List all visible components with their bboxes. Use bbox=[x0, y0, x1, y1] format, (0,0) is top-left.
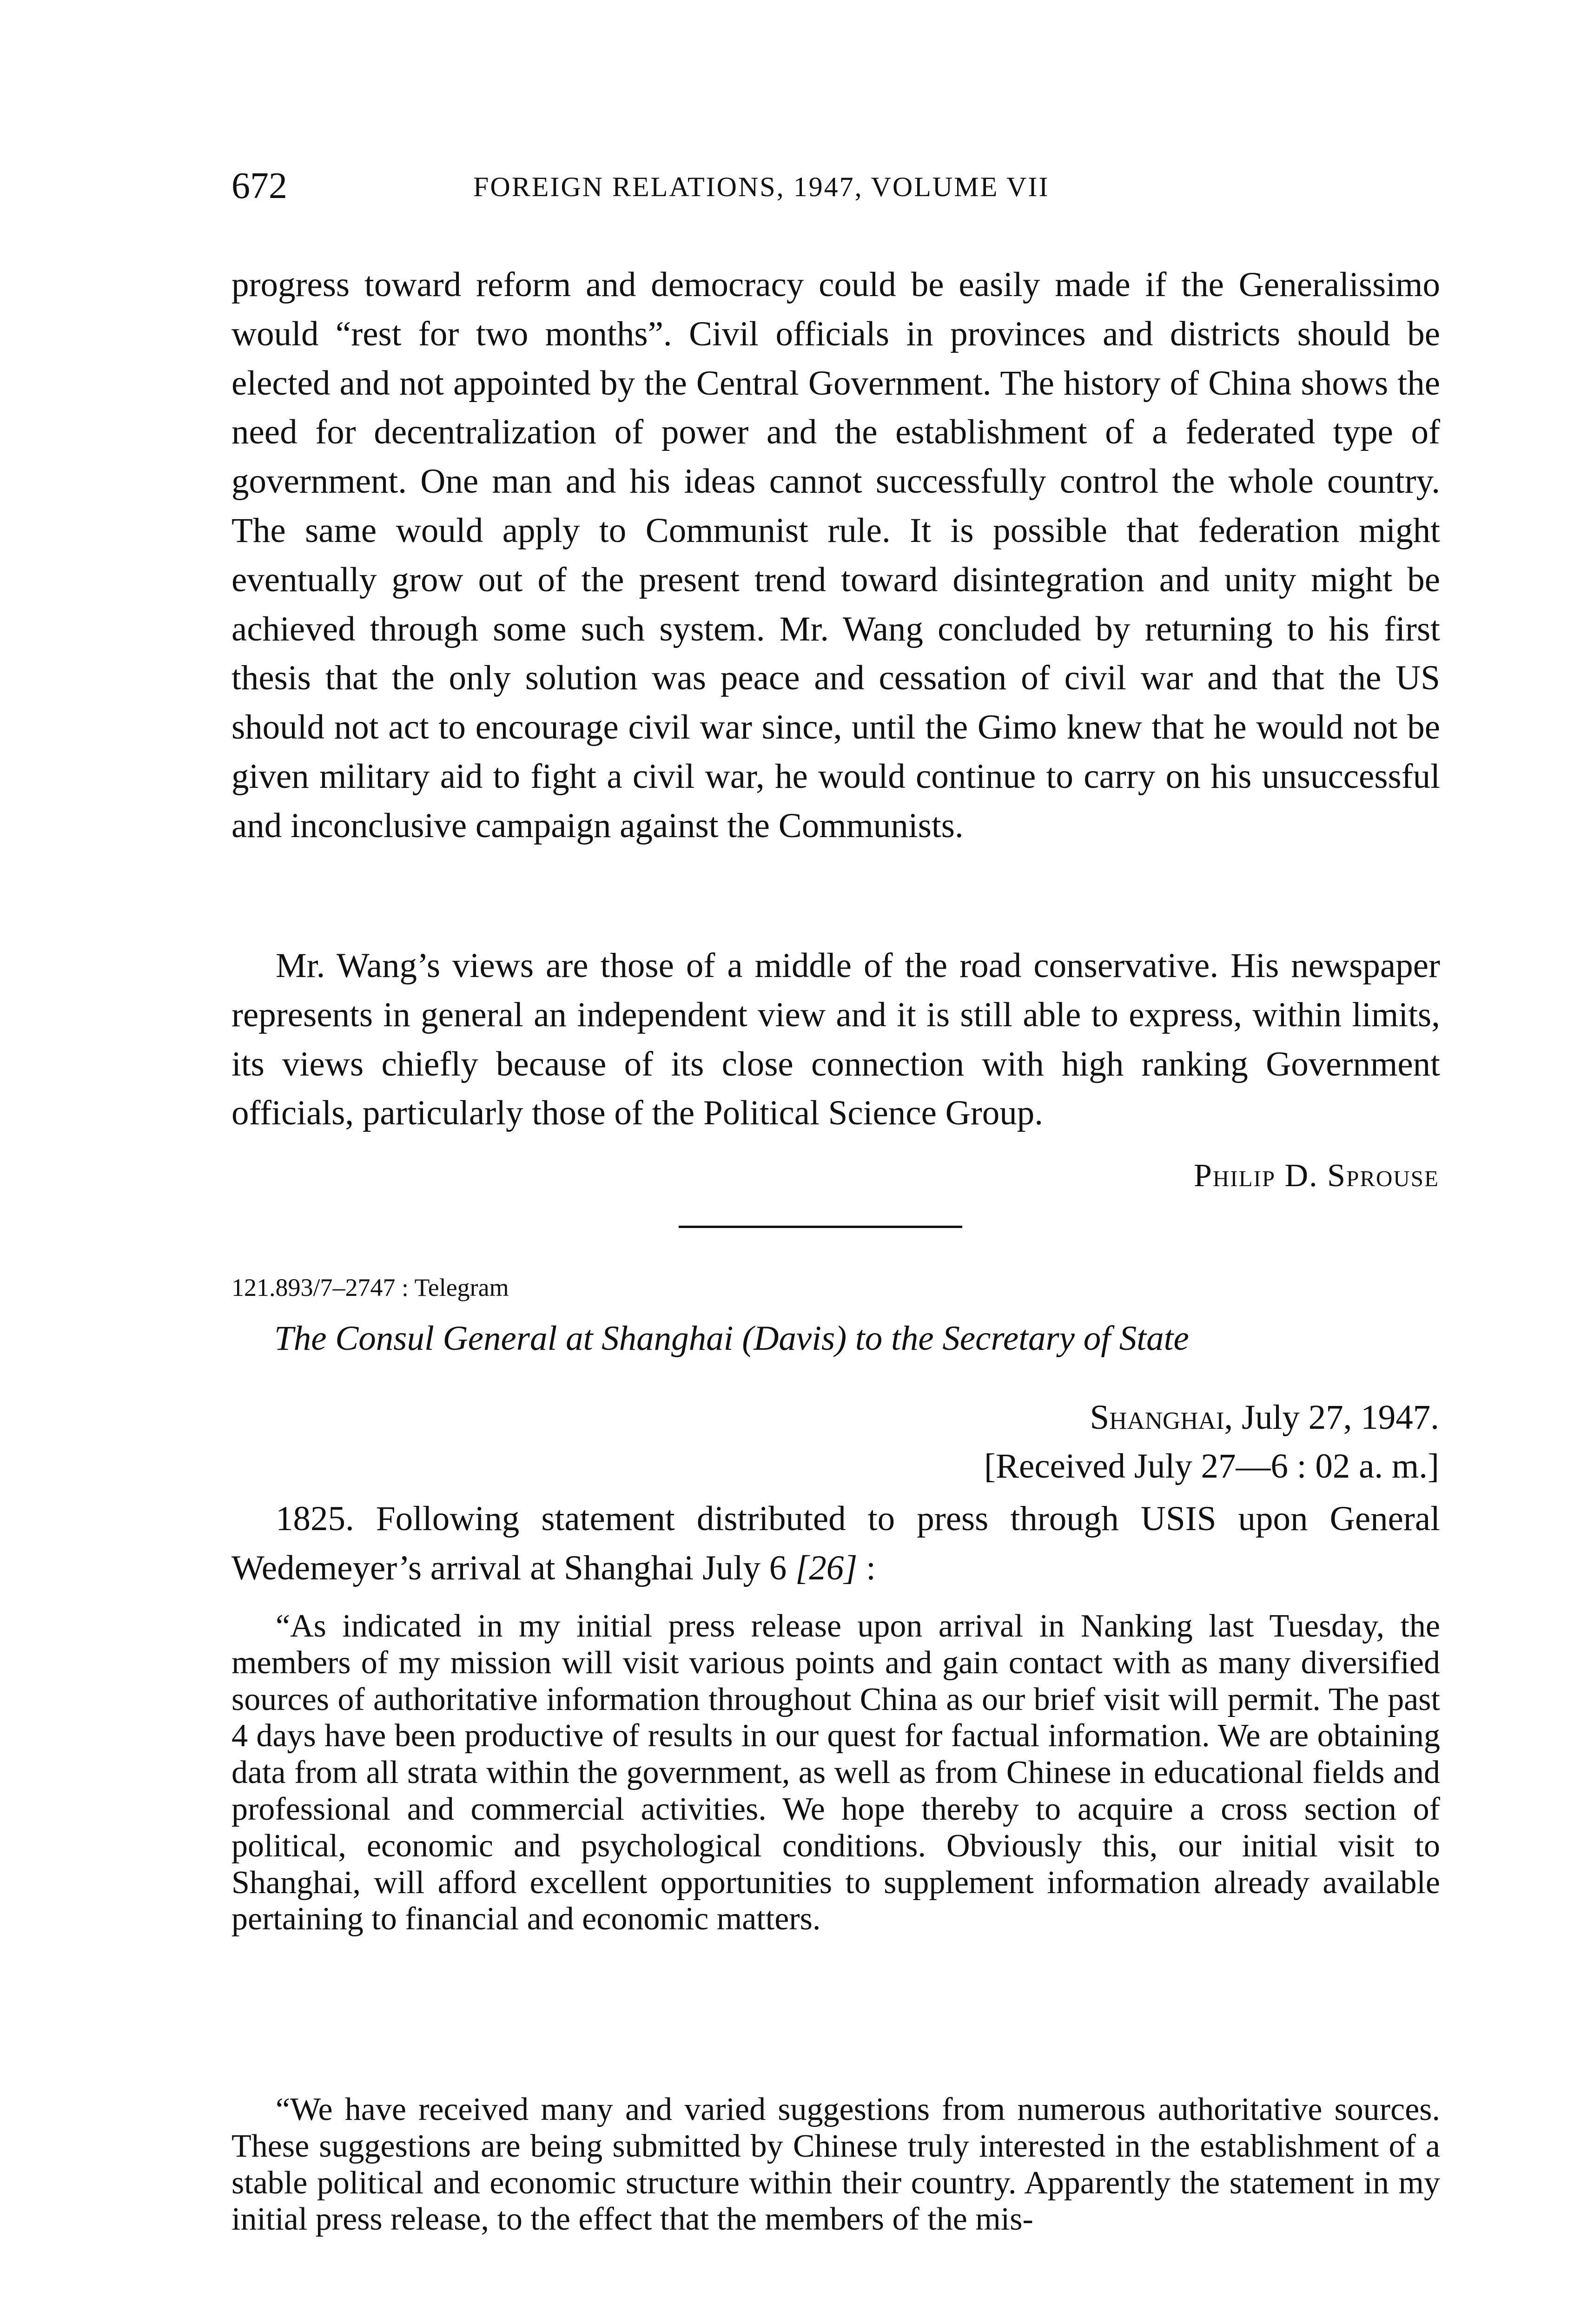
quote-paragraph-1: “As indicated in my initial press release upon arrival in Nanking last Tuesday, the members of my mission will visit various points and gain contact with as many diversified sources of authoritative information throughout China as our brief visit will permit. The past 4 days have been productive of results in our quest for factual information. We are obtaining data from all strata within the government, as well as from Chinese in educational fields and professional and commercial activities. We hope thereby to acquire a cross section of political, economic and psychological conditions. Obviously this, our initial visit to Shanghai, will afford excellent opportunities to supplement information already available pertaining to financial and economic matters. bbox=[231, 1608, 1440, 1937]
running-head: FOREIGN RELATIONS, 1947, VOLUME VII bbox=[473, 172, 1050, 202]
body-paragraph-1: progress toward reform and democracy could be easily made if the Generalissimo would “rest for two months”. Civil officials in provinces and districts should be elected and not appointed by the Central Government. The history of China shows the need for decentralization of power and the establishment of a federated type of government. One man and his ideas cannot successfully control the whole country. The same would apply to Communist rule. It is possible that federation might eventually grow out of the present trend toward disintegration and unity might be achieved through some such system. Mr. Wang concluded by returning to his first thesis that the only solution was peace and cessation of civil war and that the US should not act to encourage civil war since, until the Gimo knew that he would not be given military aid to fight a civil war, he would continue to carry on his unsuccessful and inconclusive campaign against the Communists. bbox=[231, 265, 1440, 845]
telegram-paragraph-1-end: : bbox=[857, 1548, 876, 1587]
quote-paragraph-2: “We have received many and varied suggestions from numerous authoritative sources. These suggestions are being submitted by Chinese truly interested in the establishment of a stable political and economic structure within their country. Apparently the statement in my initial press release, to the effect that the members of the mis- bbox=[231, 2092, 1440, 2238]
received-line: [Received July 27—6 : 02 a. m.] bbox=[984, 1447, 1439, 1486]
bracketed-date: [26] bbox=[795, 1548, 858, 1587]
telegram-paragraph-1 bbox=[231, 1494, 1440, 1593]
page-number: 672 bbox=[231, 165, 287, 206]
dateline-place: Shanghai bbox=[1090, 1398, 1224, 1437]
telegram-paragraph-1-text: 1825. Following statement distributed to press through USIS upon General Wedemeyer’s arrival at Shanghai July 6 bbox=[231, 1499, 1440, 1587]
section-divider bbox=[679, 1226, 962, 1228]
dateline bbox=[695, 1394, 1439, 1441]
dateline-date: , July 27, 1947. bbox=[1224, 1398, 1439, 1437]
body-paragraph-2: Mr. Wang’s views are those of a middle of the road conservative. His newspaper represents in general an independent view and it is still able to express, within limits, its views chiefly because of its close connection with high ranking Government officials, particularly those of the Political Science Group. bbox=[231, 946, 1440, 1133]
file-reference: 121.893/7–2747 : Telegram bbox=[231, 1274, 509, 1301]
signature: Philip D. Sprouse bbox=[1193, 1158, 1439, 1194]
document-title: The Consul General at Shanghai (Davis) to the Secretary of State bbox=[274, 1319, 1189, 1358]
page-header bbox=[231, 158, 1440, 214]
